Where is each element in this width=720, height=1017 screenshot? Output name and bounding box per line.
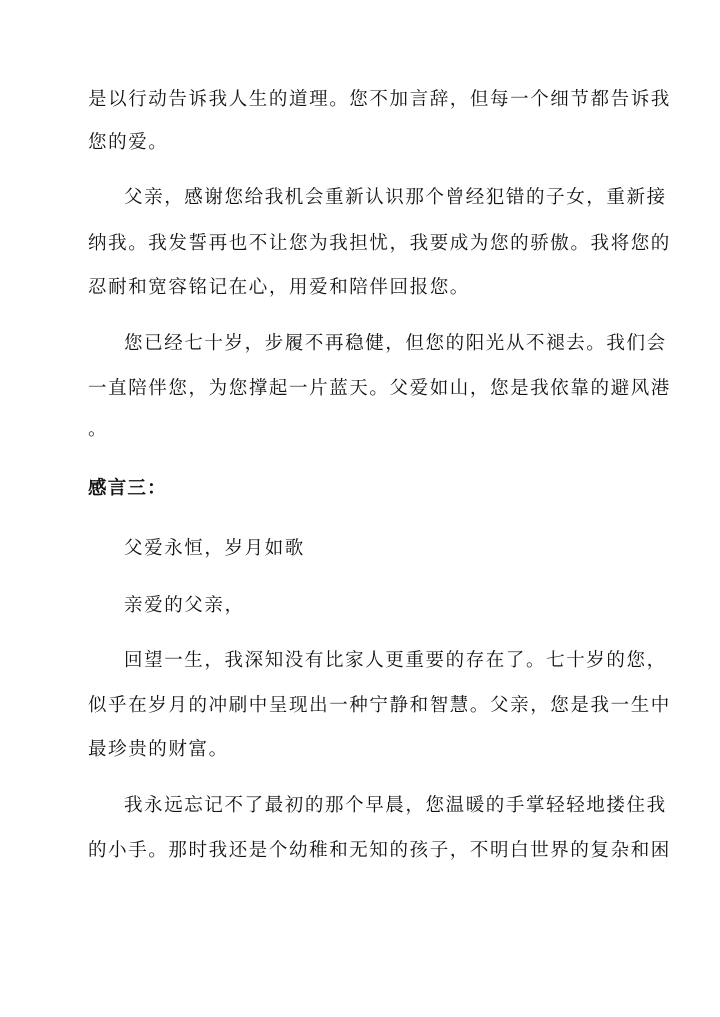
- paragraph-line: 似乎在岁月的冲刷中呈现出一种宁静和智慧。父亲，您是我一生中: [88, 695, 671, 716]
- paragraph-line: 父亲，感谢您给我机会重新认识那个曾经犯错的子女，重新接: [124, 187, 667, 208]
- paragraph-line: 回望一生，我深知没有比家人更重要的存在了。七十岁的您，: [124, 650, 667, 671]
- section-heading: 感言三：: [88, 478, 167, 499]
- paragraph-line: 我永远忘记不了最初的那个早晨，您温暖的手掌轻轻地搂住我: [124, 795, 667, 816]
- paragraph-line: 父爱永恒，岁月如歌: [124, 538, 305, 559]
- paragraph-line: 最珍贵的财富。: [88, 739, 229, 760]
- paragraph-line: 您已经七十岁，步履不再稳健，但您的阳光从不褪去。我们会: [124, 333, 667, 354]
- paragraph-line: 是以行动告诉我人生的道理。您不加言辞，但每一个细节都告诉我: [88, 89, 671, 110]
- paragraph-line: 纳我。我发誓再也不让您为我担忧，我要成为您的骄傲。我将您的: [88, 233, 671, 254]
- paragraph-line: 亲爱的父亲，: [124, 595, 245, 616]
- paragraph-line: 。: [88, 419, 109, 440]
- paragraph-line: 一直陪伴您，为您撑起一片蓝天。父爱如山，您是我依靠的避风港: [88, 378, 671, 399]
- paragraph-line: 的小手。那时我还是个幼稚和无知的孩子，不明白世界的复杂和困: [88, 840, 671, 861]
- paragraph-line: 您的爱。: [88, 132, 169, 153]
- paragraph-line: 忍耐和宽容铭记在心，用爱和陪伴回报您。: [88, 277, 470, 298]
